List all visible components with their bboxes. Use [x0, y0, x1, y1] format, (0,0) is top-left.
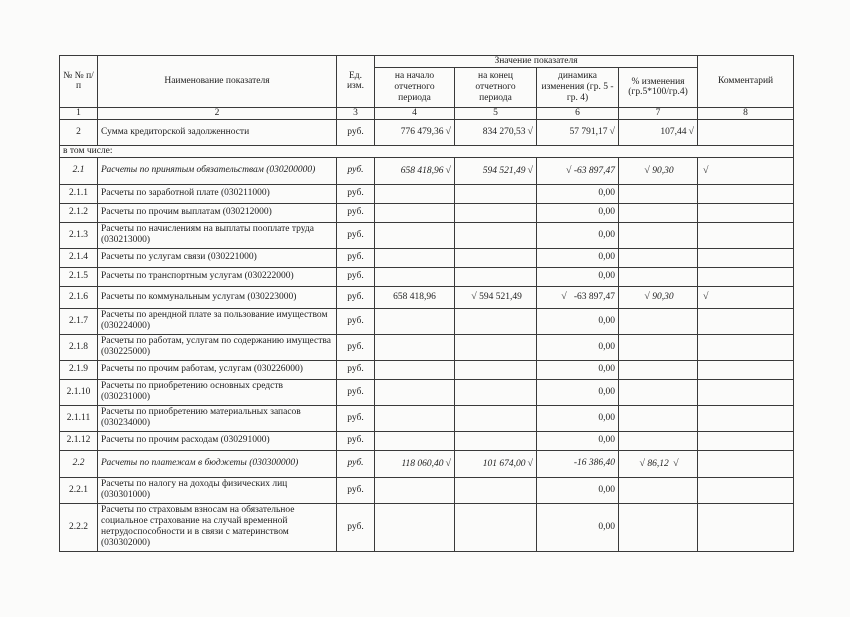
row-end [455, 203, 537, 222]
table-row-2-2 [60, 450, 794, 477]
row-begin [375, 431, 455, 450]
col-num: 1 [60, 107, 98, 119]
row-unit: руб. [337, 334, 375, 360]
row-no: 2.1.3 [60, 222, 98, 248]
row-dyn: 0,00 [537, 308, 619, 334]
including-label: в том числе: [60, 145, 794, 157]
row-name: Расчеты по принятым обязательствам (030200000) [98, 157, 337, 184]
row-begin [375, 379, 455, 405]
row-end [455, 405, 537, 431]
row-comment [698, 203, 794, 222]
row-unit: руб. [337, 405, 375, 431]
row-comment [698, 477, 794, 503]
row-pct [619, 334, 698, 360]
check-mark: √ [527, 126, 533, 138]
row-unit: руб. [337, 450, 375, 477]
table-row-2-1-9 [60, 360, 794, 379]
row-end: √ 594 521,49 [455, 286, 537, 308]
row-begin [375, 405, 455, 431]
row-dyn: 0,00 [537, 503, 619, 551]
row-name: Расчеты по приобретению основных средств (030231000) [98, 379, 337, 405]
check-mark: √ [688, 126, 695, 138]
row-unit: руб. [337, 203, 375, 222]
row-begin: 658 418,96 [375, 286, 455, 308]
col-header-unit: Ед. изм. [337, 56, 375, 108]
row-end [455, 360, 537, 379]
row-no: 2.1 [60, 157, 98, 184]
row-pct [619, 308, 698, 334]
total-end: 834 270,53 √ [455, 119, 537, 145]
row-comment [698, 184, 794, 203]
row-end [455, 477, 537, 503]
row-no: 2.1.12 [60, 431, 98, 450]
row-unit: руб. [337, 360, 375, 379]
check-mark: √ [609, 126, 615, 138]
row-end [455, 248, 537, 267]
table-row-2-1-4 [60, 248, 794, 267]
col-num: 3 [337, 107, 375, 119]
row-comment [698, 360, 794, 379]
row-name: Расчеты по коммунальным услугам (030223000) [98, 286, 337, 308]
row-name: Расчеты по транспортным услугам (030222000) [98, 267, 337, 286]
row-dyn: 0,00 [537, 334, 619, 360]
row-no: 2.2.1 [60, 477, 98, 503]
col-header-begin: на начало отчетного периода [375, 67, 455, 107]
col-header-comment: Комментарий [698, 56, 794, 108]
row-name: Расчеты по услугам связи (030221000) [98, 248, 337, 267]
table-row-2-1-3 [60, 222, 794, 248]
row-begin [375, 308, 455, 334]
row-dyn: -16 386,40 [537, 450, 619, 477]
col-header-end: на конец отчетного периода [455, 67, 537, 107]
row-begin [375, 222, 455, 248]
check-mark: √ [561, 291, 567, 303]
row-comment [698, 267, 794, 286]
row-unit: руб. [337, 379, 375, 405]
row-unit: руб. [337, 286, 375, 308]
row-comment [698, 286, 794, 308]
row-no: 2.2 [60, 450, 98, 477]
row-dyn: 0,00 [537, 184, 619, 203]
row-pct [619, 379, 698, 405]
row-begin [375, 503, 455, 551]
check-mark: √ [527, 457, 533, 469]
col-num: 5 [455, 107, 537, 119]
table-row-2-1-5 [60, 267, 794, 286]
row-begin [375, 477, 455, 503]
total-pct: 107,44 √ [619, 119, 698, 145]
col-header-name: Наименование показателя [98, 56, 337, 108]
total-unit: руб. [337, 119, 375, 145]
receivables-report-table [59, 55, 794, 552]
row-pct [619, 184, 698, 203]
table-row-2-1-1 [60, 184, 794, 203]
row-comment [698, 405, 794, 431]
row-begin [375, 248, 455, 267]
table-row-2-2-2 [60, 503, 794, 551]
row-no: 2.1.2 [60, 203, 98, 222]
row-begin [375, 334, 455, 360]
table-row-2-1-7 [60, 308, 794, 334]
col-num: 6 [537, 107, 619, 119]
row-pct [619, 431, 698, 450]
table-row-2-1-2 [60, 203, 794, 222]
row-pct [619, 360, 698, 379]
row-dyn: 0,00 [537, 248, 619, 267]
row-dyn: 0,00 [537, 222, 619, 248]
row-no: 2.1.5 [60, 267, 98, 286]
row-unit: руб. [337, 308, 375, 334]
table-row-2-1 [60, 157, 794, 184]
col-header-dyn: динамика изменения (гр. 5 - гр. 4) [537, 67, 619, 107]
row-name: Расчеты по приобретению материальных запасов (030234000) [98, 405, 337, 431]
col-header-no: № № п/п [60, 56, 98, 108]
row-no: 2.2.2 [60, 503, 98, 551]
table-row-2-1-11 [60, 405, 794, 431]
row-comment [698, 222, 794, 248]
row-comment [698, 334, 794, 360]
check-mark: √ [445, 457, 451, 469]
row-pct [619, 203, 698, 222]
table-row-2-1-12 [60, 431, 794, 450]
total-row [60, 119, 794, 145]
total-begin: 776 479,36 √ [375, 119, 455, 145]
row-no: 2.1.10 [60, 379, 98, 405]
row-comment [698, 431, 794, 450]
row-no: 2.1.11 [60, 405, 98, 431]
row-pct [619, 267, 698, 286]
table-row-2-1-8 [60, 334, 794, 360]
row-dyn: 0,00 [537, 203, 619, 222]
row-name: Расчеты по арендной плате за пользование имуществом (030224000) [98, 308, 337, 334]
row-end [455, 267, 537, 286]
check-mark: √ [703, 291, 709, 303]
row-dyn: √ -63 897,47 [537, 157, 619, 184]
row-pct [619, 503, 698, 551]
check-mark: √ [471, 291, 477, 303]
check-mark: √ [639, 457, 645, 469]
row-comment [698, 379, 794, 405]
row-name: Расчеты по начислениям на выплаты пооплате труда (030213000) [98, 222, 337, 248]
row-begin [375, 203, 455, 222]
row-unit: руб. [337, 248, 375, 267]
column-numbers-row [60, 107, 794, 119]
row-dyn: 0,00 [537, 379, 619, 405]
row-end: 594 521,49 √ [455, 157, 537, 184]
row-comment [698, 308, 794, 334]
row-unit: руб. [337, 184, 375, 203]
row-pct [619, 222, 698, 248]
col-num: 8 [698, 107, 794, 119]
row-unit: руб. [337, 503, 375, 551]
row-no: 2.1.4 [60, 248, 98, 267]
col-num: 4 [375, 107, 455, 119]
row-dyn: 0,00 [537, 477, 619, 503]
col-num: 2 [98, 107, 337, 119]
row-end [455, 334, 537, 360]
table-row-2-1-6 [60, 286, 794, 308]
check-mark: √ [527, 164, 533, 176]
row-dyn: 0,00 [537, 267, 619, 286]
row-no: 2.1.6 [60, 286, 98, 308]
row-end [455, 431, 537, 450]
row-unit: руб. [337, 222, 375, 248]
check-mark: √ [673, 457, 679, 469]
row-comment [698, 248, 794, 267]
row-name: Расчеты по заработной плате (030211000) [98, 184, 337, 203]
row-end [455, 222, 537, 248]
row-pct [619, 405, 698, 431]
row-name: Расчеты по прочим работам, услугам (030226000) [98, 360, 337, 379]
total-no: 2 [60, 119, 98, 145]
row-pct: √ 90,30 [619, 286, 698, 308]
row-end: 101 674,00 √ [455, 450, 537, 477]
row-pct [619, 477, 698, 503]
row-end [455, 308, 537, 334]
row-pct [619, 248, 698, 267]
total-name: Сумма кредиторской задолженности [98, 119, 337, 145]
row-comment [698, 450, 794, 477]
row-end [455, 184, 537, 203]
row-name: Расчеты по платежам в бюджеты (030300000) [98, 450, 337, 477]
row-begin [375, 360, 455, 379]
row-dyn: √ -63 897,47 [537, 286, 619, 308]
row-dyn: 0,00 [537, 405, 619, 431]
including-row [60, 145, 794, 157]
row-name: Расчеты по прочим выплатам (030212000) [98, 203, 337, 222]
col-header-pct: % изменения (гр.5*100/гр.4) [619, 67, 698, 107]
row-begin: 658 418,96 √ [375, 157, 455, 184]
row-unit: руб. [337, 267, 375, 286]
row-dyn: 0,00 [537, 431, 619, 450]
row-end [455, 379, 537, 405]
check-mark: √ [644, 291, 650, 303]
check-mark: √ [644, 164, 650, 176]
table-row-2-2-1 [60, 477, 794, 503]
row-name: Расчеты по налогу на доходы физических лиц (030301000) [98, 477, 337, 503]
row-unit: руб. [337, 157, 375, 184]
row-comment [698, 157, 794, 184]
check-mark: √ [703, 164, 709, 176]
check-mark: √ [445, 164, 451, 176]
row-begin [375, 267, 455, 286]
row-unit: руб. [337, 477, 375, 503]
total-dyn: 57 791,17 √ [537, 119, 619, 145]
row-begin: 118 060,40 √ [375, 450, 455, 477]
row-no: 2.1.8 [60, 334, 98, 360]
col-header-group: Значение показателя [375, 56, 698, 68]
row-dyn: 0,00 [537, 360, 619, 379]
col-num: 7 [619, 107, 698, 119]
row-name: Расчеты по работам, услугам по содержанию имущества (030225000) [98, 334, 337, 360]
check-mark: √ [445, 126, 451, 138]
row-pct: √ 86,12 √ [619, 450, 698, 477]
row-begin [375, 184, 455, 203]
row-pct: √ 90,30 [619, 157, 698, 184]
row-end [455, 503, 537, 551]
row-unit: руб. [337, 431, 375, 450]
row-no: 2.1.9 [60, 360, 98, 379]
row-no: 2.1.1 [60, 184, 98, 203]
row-name: Расчеты по прочим расходам (030291000) [98, 431, 337, 450]
row-comment [698, 503, 794, 551]
total-comment [698, 119, 794, 145]
row-name: Расчеты по страховым взносам на обязательное социальное страхование на случай временной нетрудоспособности и в связи с материнством (030302000) [98, 503, 337, 551]
check-mark: √ [565, 164, 572, 176]
row-no: 2.1.7 [60, 308, 98, 334]
table-row-2-1-10 [60, 379, 794, 405]
